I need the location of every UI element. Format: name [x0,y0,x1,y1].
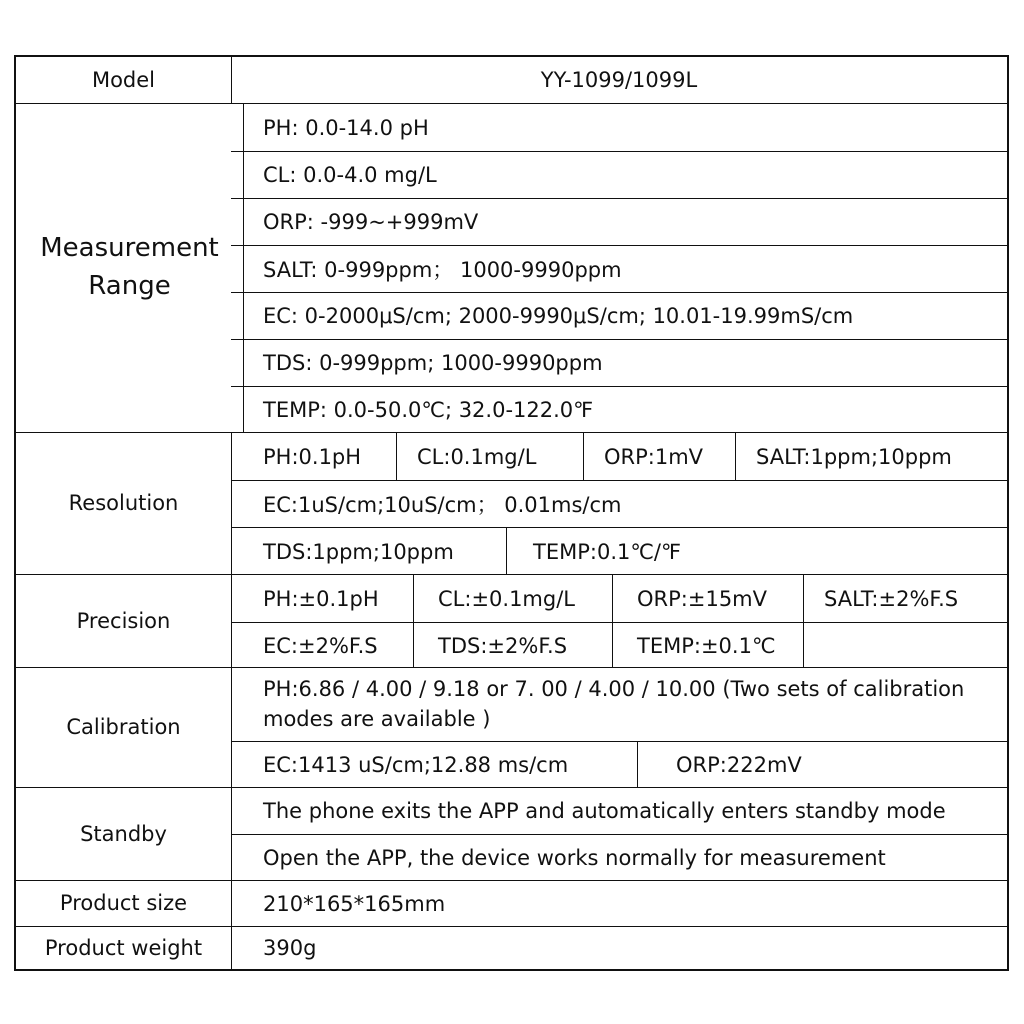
measurement-orp: ORP: -999~+999mV [263,210,479,234]
precision-line [231,622,1007,668]
product-weight-value: 390g [263,936,317,960]
calibration-line [231,741,1007,788]
model-value: YY-1099/1099L [540,68,698,92]
resolution-ph: PH:0.1pH [263,444,362,469]
measurement-range-label: Measurement Range [16,104,244,432]
standby-open: Open the APP, the device works normally for measurement [263,846,886,870]
row-precision [16,574,1007,667]
calibration-ec: EC:1413 uS/cm;12.88 ms/cm [263,753,569,777]
resolution-temp: TEMP:0.1℃/℉ [506,528,1007,575]
measurement-item [231,151,1007,198]
standby-line [231,834,1007,881]
product-size-label: Product size [16,881,232,926]
calibration-ph: PH:6.86 / 4.00 / 9.18 or 7. 00 / 4.00 / 10.00 (Two sets of calibration modes are available ) [263,676,965,731]
resolution-line [231,433,1007,480]
measurement-tds: TDS: 0-999ppm; 1000-9990ppm [263,351,603,375]
standby-line [231,788,1007,834]
measurement-item [231,198,1007,245]
resolution-cl: CL:0.1mg/L [396,433,583,480]
measurement-item [231,245,1007,292]
standby-exit: The phone exits the APP and automatically enters standby mode [263,799,946,823]
resolution-ec: EC:1uS/cm;10uS/cm； 0.01ms/cm [263,493,622,517]
row-calibration [16,667,1007,787]
row-model [16,57,1007,103]
precision-label: Precision [16,575,232,667]
resolution-label: Resolution [16,433,232,574]
precision-cl: CL:±0.1mg/L [413,575,612,622]
measurement-item [231,104,1007,151]
precision-line [231,575,1007,622]
spec-table [14,55,1009,971]
precision-empty-cell [803,623,1007,668]
row-measurement-range [16,103,1007,432]
row-resolution [16,432,1007,574]
row-standby [16,787,1007,880]
precision-orp: ORP:±15mV [612,575,803,622]
precision-salt: SALT:±2%F.S [803,575,1007,622]
measurement-cl: CL: 0.0-4.0 mg/L [263,163,437,187]
resolution-line [231,480,1007,527]
product-weight-label: Product weight [16,927,232,969]
measurement-salt: SALT: 0-999ppm； 1000-9990ppm [263,258,622,282]
calibration-orp: ORP:222mV [637,742,1007,788]
calibration-label: Calibration [16,668,232,787]
precision-temp: TEMP:±0.1℃ [612,623,803,668]
measurement-ec: EC: 0-2000μS/cm; 2000-9990μS/cm; 10.01-19.99mS/cm [263,304,854,328]
measurement-item [231,339,1007,386]
resolution-orp: ORP:1mV [583,433,735,480]
measurement-item [231,292,1007,339]
precision-ph: PH:±0.1pH [263,586,379,611]
model-label: Model [16,57,232,103]
calibration-line [231,668,1007,741]
resolution-salt: SALT:1ppm;10ppm [735,433,1007,480]
resolution-tds: TDS:1ppm;10ppm [263,539,454,564]
measurement-temp: TEMP: 0.0-50.0℃; 32.0-122.0℉ [263,398,594,422]
measurement-ph: PH: 0.0-14.0 pH [263,115,429,140]
precision-ec: EC:±2%F.S [263,633,378,658]
resolution-line [231,527,1007,575]
precision-tds: TDS:±2%F.S [413,623,612,668]
row-product-weight [16,926,1007,969]
measurement-item [231,386,1007,433]
standby-label: Standby [16,788,232,880]
product-size-value: 210*165*165mm [263,891,446,916]
row-product-size [16,880,1007,926]
